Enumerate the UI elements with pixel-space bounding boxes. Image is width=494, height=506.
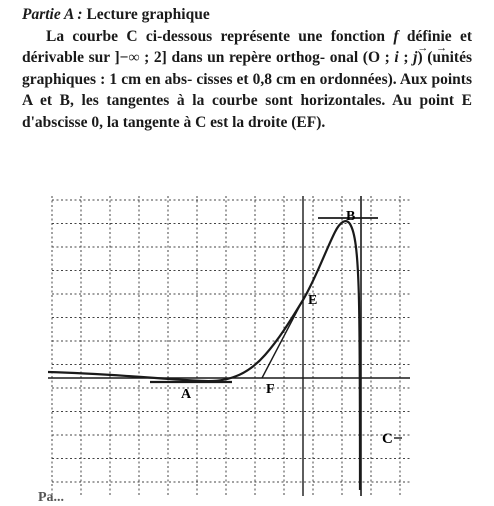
point-a-label: A [181,387,192,402]
point-b-label: B [346,209,356,224]
cut-off-text: Pa... [38,490,65,505]
vector-j: → j [413,49,417,66]
point-e-label: E [308,293,318,308]
part-label: Partie A : [22,6,83,23]
function-name: f [393,27,399,45]
curve-c-label: C [382,431,393,447]
statement-line-3b: ) (unités graphiques : 1 cm en abs- [22,49,472,88]
vector-separator: ; [398,49,414,66]
statement-line-5: tangentes à la courbe sont horizontales. Au point E [106,92,472,109]
statement-line-6: d'abscisse 0, la tangente à C est la droite (EF). [22,113,326,131]
dotted-grid [52,196,410,496]
section-title: Lecture graphique [86,6,210,23]
statement-line-2: définie et dérivable sur ]−∞ ; 2] dans un repère orthog- [22,27,473,66]
statement-line-1: La courbe C ci-dessous représente une fonction [46,27,386,45]
tangent-ef [262,294,306,378]
statement-line-4: cisses et 0,8 cm en ordonnées). Aux points A et B, les [22,70,472,109]
statement-line-3a: onal (O ; [329,49,395,66]
point-f-label: F [266,382,275,397]
vector-i: → i [394,49,398,66]
